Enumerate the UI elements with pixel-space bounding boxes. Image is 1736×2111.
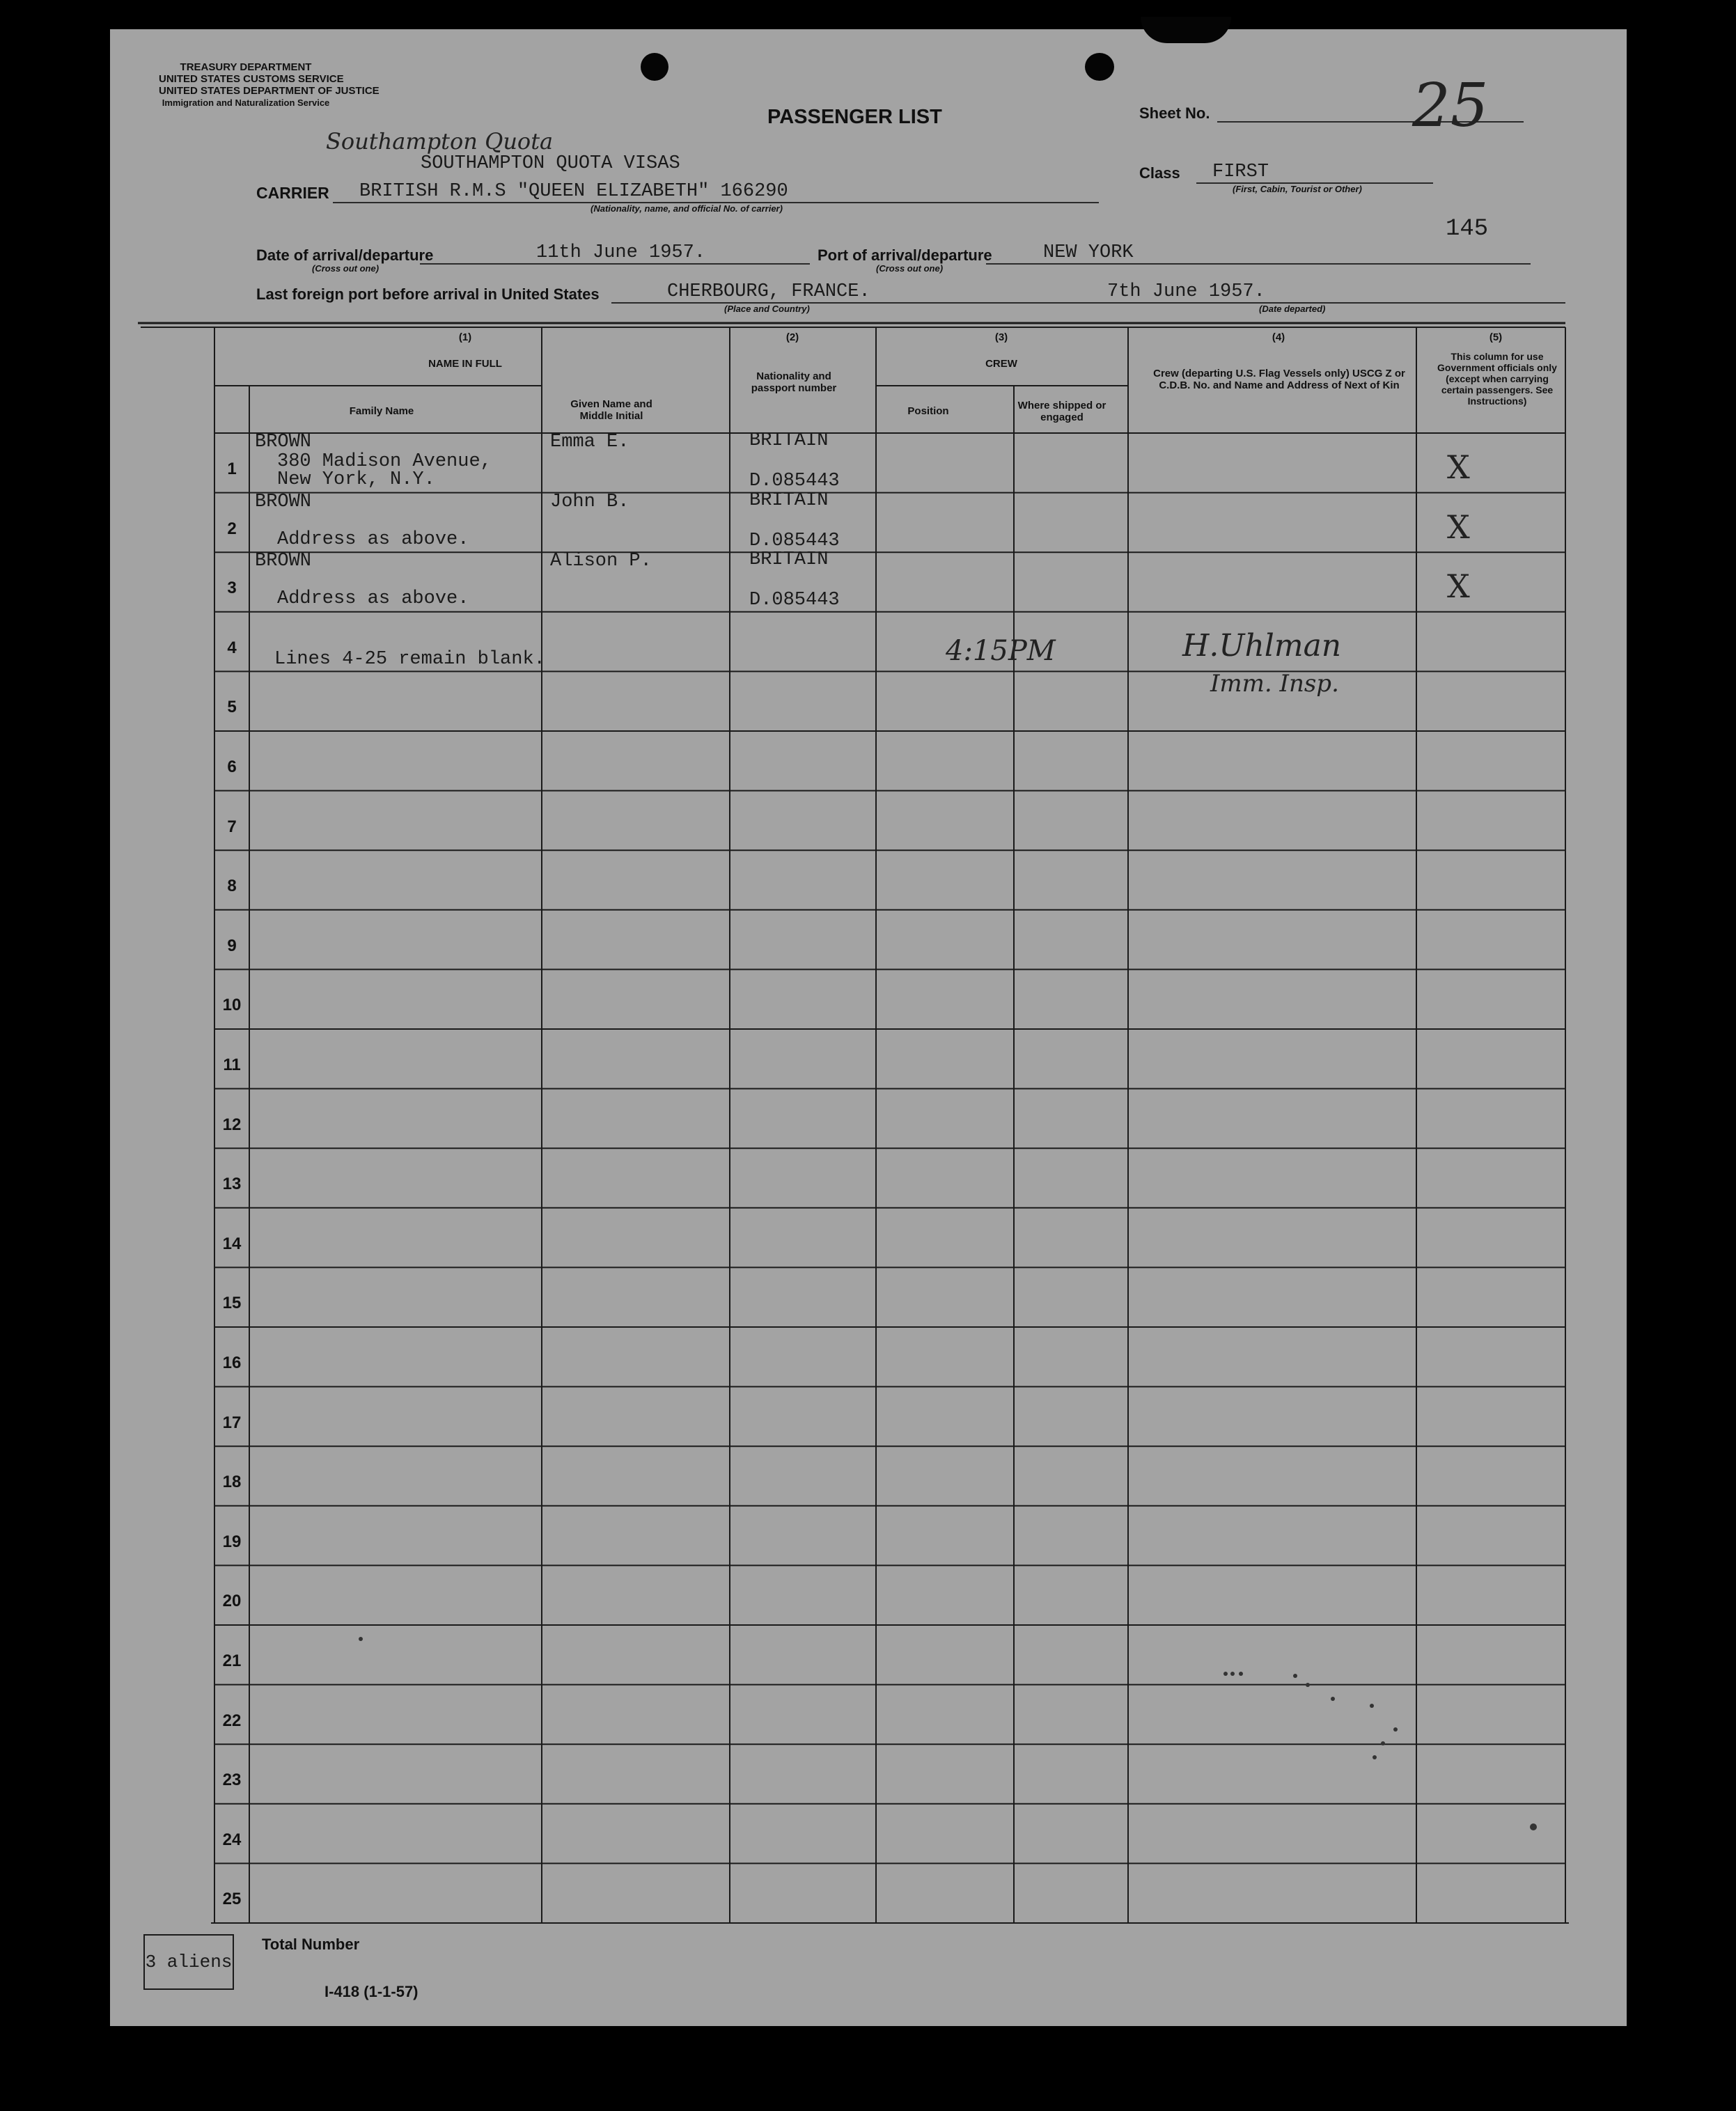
- row-number: 16: [222, 1353, 242, 1372]
- address-line: New York, N.Y.: [277, 469, 435, 490]
- passport-number: D.085443: [749, 530, 840, 551]
- row-number: 10: [222, 996, 242, 1015]
- sheet-number: 25: [1412, 71, 1489, 141]
- arrival-caption: (Cross out one): [312, 263, 380, 274]
- quota-line: SOUTHAMPTON QUOTA VISAS: [421, 153, 680, 174]
- page-title: PASSENGER LIST: [767, 106, 942, 128]
- row-number: 7: [227, 817, 237, 836]
- form-number: I-418 (1-1-57): [324, 1983, 419, 2000]
- row-number: 14: [222, 1234, 242, 1253]
- col2-number: (2): [785, 331, 799, 343]
- lastport-label: Last foreign port before arrival in United States: [256, 285, 600, 303]
- port-value: NEW YORK: [1043, 242, 1134, 263]
- row-number: 13: [222, 1175, 242, 1194]
- agency-line-3: UNITED STATES DEPARTMENT OF JUSTICE: [159, 85, 380, 97]
- class-value: FIRST: [1212, 162, 1269, 182]
- family-name: BROWN: [255, 432, 312, 453]
- official-check-mark: X: [1447, 567, 1470, 606]
- given-name: Emma E.: [550, 432, 630, 453]
- inspector-initials: Imm. Insp.: [1210, 670, 1339, 698]
- lastport-caption: (Place and Country): [724, 304, 810, 314]
- col1a-header: Family Name: [349, 405, 414, 417]
- row-number: 23: [222, 1771, 242, 1790]
- port-label: Port of arrival/departure: [818, 246, 992, 264]
- paper-speckles: [110, 29, 1627, 2026]
- family-name: BROWN: [255, 491, 312, 512]
- given-name: John B.: [550, 491, 630, 512]
- class-caption: (First, Cabin, Tourist or Other): [1233, 184, 1362, 194]
- class-label: Class: [1139, 164, 1180, 182]
- nationality: BRITAIN: [749, 430, 829, 451]
- carrier-label: CARRIER: [256, 184, 329, 202]
- col3a-header: Position: [907, 405, 949, 417]
- given-name: Alison P.: [550, 551, 652, 572]
- row-number: 9: [227, 936, 237, 955]
- row-number: 4: [227, 638, 237, 657]
- col5-header: This column for use Government officials only (except when carrying certain passengers. See Instructions): [1437, 351, 1557, 407]
- row-number: 25: [222, 1890, 242, 1909]
- row-number: 17: [222, 1413, 242, 1432]
- port-caption: (Cross out one): [876, 263, 944, 274]
- agency-line-2: UNITED STATES CUSTOMS SERVICE: [159, 73, 344, 85]
- row-number: 8: [227, 877, 237, 896]
- lastport-value: CHERBOURG, FRANCE.: [667, 281, 870, 302]
- row-number: 20: [222, 1592, 242, 1611]
- row-number: 12: [222, 1115, 242, 1134]
- row-number: 5: [227, 698, 237, 717]
- col2-header: Nationality and passport number: [751, 370, 837, 394]
- handwritten-quota: Southampton Quota: [326, 128, 554, 155]
- arrival-value: 11th June 1957.: [536, 242, 706, 263]
- row-number: 11: [223, 1056, 241, 1074]
- row-number: 18: [222, 1473, 242, 1492]
- row-number: 24: [222, 1830, 242, 1849]
- official-check-mark: X: [1447, 508, 1470, 546]
- handwritten-time: 4:15PM: [946, 635, 1056, 667]
- row-number: 3: [227, 579, 237, 598]
- col3b-header: Where shipped or engaged: [1017, 400, 1106, 423]
- col3-number: (3): [994, 331, 1008, 343]
- col3-header: CREW: [985, 358, 1017, 370]
- passport-number: D.085443: [749, 471, 840, 492]
- address-line: Address as above.: [277, 528, 469, 550]
- address-line: 380 Madison Avenue,: [277, 451, 492, 472]
- agency-line-1: TREASURY DEPARTMENT: [180, 61, 312, 73]
- carrier-caption: (Nationality, name, and official No. of carrier): [591, 203, 783, 214]
- total-label: Total Number: [262, 1936, 360, 1953]
- row-number: 1: [227, 460, 237, 478]
- carrier-value: BRITISH R.M.S "QUEEN ELIZABETH" 166290: [359, 181, 788, 202]
- row-number: 21: [222, 1651, 242, 1670]
- nationality: BRITAIN: [749, 549, 829, 571]
- arrival-label: Date of arrival/departure: [256, 246, 434, 264]
- departed-value: 7th June 1957.: [1107, 281, 1265, 302]
- passport-number: D.085443: [749, 590, 840, 611]
- col1-header: NAME IN FULL: [428, 358, 502, 370]
- col1-number: (1): [458, 331, 472, 343]
- sheet-label: Sheet No.: [1139, 104, 1210, 122]
- col1b-header: Given Name and Middle Initial: [570, 398, 652, 422]
- col5-number: (5): [1489, 331, 1503, 343]
- row-number: 2: [227, 519, 237, 538]
- col4-header: Crew (departing U.S. Flag Vessels only) USCG Z or C.D.B. No. and Name and Address of Next of Kin: [1153, 368, 1405, 391]
- address-line: Address as above.: [277, 588, 469, 610]
- agency-line-4: Immigration and Naturalization Service: [162, 97, 330, 108]
- row-number: 19: [222, 1532, 242, 1551]
- row-number: 6: [227, 758, 237, 776]
- col4-number: (4): [1272, 331, 1285, 343]
- inspector-signature: H.Uhlman: [1182, 628, 1342, 664]
- row-number: 22: [222, 1711, 242, 1730]
- page-number: 145: [1446, 216, 1489, 242]
- row-number: 15: [222, 1294, 242, 1313]
- passenger-list-sheet: [110, 29, 1627, 2026]
- total-count-box: 3 aliens: [143, 1934, 234, 1990]
- blank-lines-note: Lines 4-25 remain blank.: [274, 649, 545, 670]
- official-check-mark: X: [1447, 448, 1470, 486]
- family-name: BROWN: [255, 551, 312, 572]
- nationality: BRITAIN: [749, 489, 829, 511]
- departed-caption: (Date departed): [1259, 304, 1326, 314]
